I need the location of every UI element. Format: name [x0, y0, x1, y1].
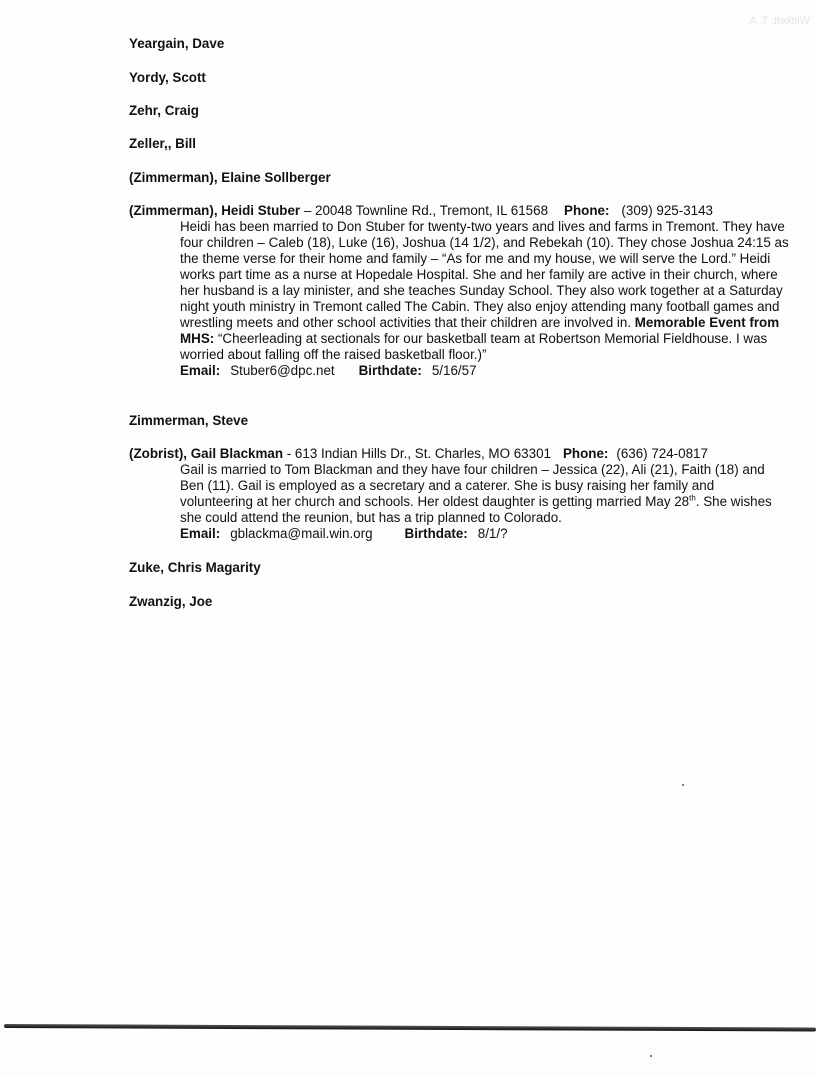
phone-label: Phone:: [562, 446, 609, 461]
classmate-name: (Zobrist), Gail Blackman: [129, 446, 284, 461]
classmate-name-zehr: Zehr, Craig: [129, 103, 199, 118]
birthdate-value: 8/1/?: [477, 526, 508, 541]
memorable-label: Memorable Event from MHS:: [180, 315, 780, 346]
entry-header: [129, 446, 804, 462]
email-address: Stuber6@dpc.net: [230, 363, 335, 378]
contact-line: [180, 363, 790, 379]
bleed-through-text: Wittkelt, T. A.: [746, 15, 810, 27]
classmate-name-zeller: Zeller,, Bill: [129, 136, 196, 151]
classmate-name-yordy: Yordy, Scott: [129, 70, 206, 85]
bio-text: Heidi has been married to Don Stuber for twenty-two years and lives and farms in Tremont. They have four children – Caleb (18), Luke (16), Joshua (14 1/2), and Rebekah (10). They chose Joshua 24:15 as the theme verse for their home and family – “As for me and my house, we will serve the Lord.” Heidi works part time as a nurse at Hopedale Hospital. She and her family are active in their church, where her husband is a lay minister, and she teaches Sunday School. They also work together at a Saturday night youth ministry in Tremont called The Cabin. They also enjoy attending many football games and wrestling meets and other school activities that their children are involved in.: [180, 219, 789, 330]
classmate-name: (Zimmerman), Heidi Stuber: [129, 203, 301, 218]
biography: [180, 462, 790, 526]
classmate-name-yeargain: Yeargain, Dave: [129, 36, 225, 51]
scan-speck: [682, 784, 684, 786]
classmate-entry-gail: [129, 446, 804, 542]
address: – 20048 Townline Rd., Tremont, IL 61568: [300, 203, 549, 218]
bio-text-part2: . She wishes she could attend the reunion, but has a trip planned to Colorado.: [180, 494, 772, 525]
memorable-text: “Cheerleading at sectionals for our basketball team at Robertson Memorial Fieldhouse. I was worried about falling off the raised basketball floor.)”: [180, 331, 768, 362]
email-label: Email:: [180, 526, 221, 541]
address: - 613 Indian Hills Dr., St. Charles, MO 63301: [283, 446, 551, 461]
bio-text-part1: Gail is married to Tom Blackman and they have four children – Jessica (22), Ali (21), Faith (18) and Ben (11). Gail is employed as a secretary and a caterer. She is busy raising her family and volunteering at her church and schools. Her oldest daughter is getting married May 28: [180, 462, 765, 509]
birthdate-value: 5/16/57: [431, 363, 477, 378]
email-label: Email:: [180, 363, 221, 378]
email-address: gblackma@mail.win.org: [230, 526, 373, 541]
classmate-entry-heidi: [129, 203, 804, 379]
classmate-name-zimmerman-steve: Zimmerman, Steve: [129, 413, 249, 428]
entry-body: [180, 219, 790, 379]
bio-superscript: th: [689, 493, 696, 503]
phone-number: (309) 925-3143: [621, 203, 713, 218]
biography: [180, 219, 790, 363]
scan-speck: [650, 1055, 652, 1057]
phone-label: Phone:: [564, 203, 610, 218]
page-bottom-edge: [0, 1021, 816, 1031]
classmate-name-zwanzig: Zwanzig, Joe: [129, 594, 213, 609]
entry-header: [129, 203, 804, 219]
classmate-name-zuke: Zuke, Chris Magarity: [129, 560, 261, 575]
page-edge-line: [4, 1024, 816, 1032]
phone-number: (636) 724-0817: [616, 446, 708, 461]
birthdate-label: Birthdate:: [358, 363, 422, 378]
entry-body: [180, 462, 790, 542]
classmate-name-zimmerman-elaine: (Zimmerman), Elaine Sollberger: [129, 170, 331, 185]
birthdate-label: Birthdate:: [404, 526, 468, 541]
contact-line: [180, 526, 790, 542]
